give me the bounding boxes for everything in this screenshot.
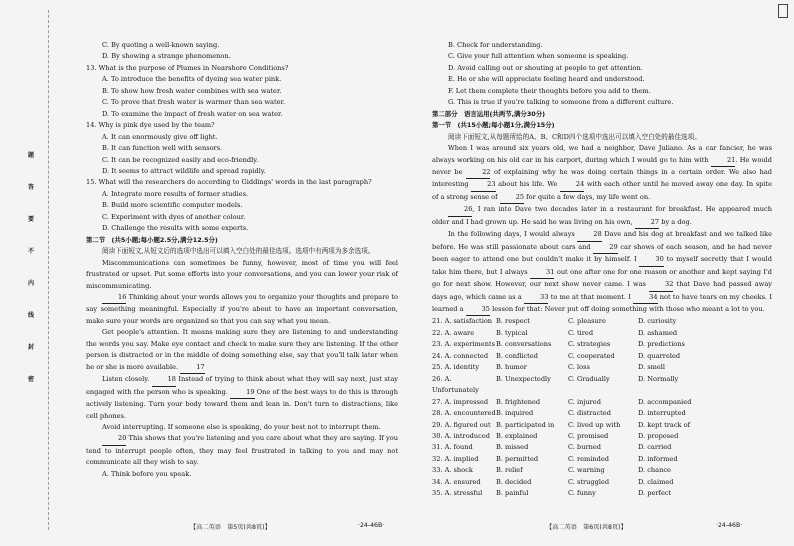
passage-paragraph	[432, 143, 772, 204]
choice-row	[432, 316, 772, 327]
choice-option: C. burned	[568, 443, 601, 452]
margin-char: 答	[27, 184, 34, 191]
choice-option: D. interrupted	[638, 409, 686, 418]
choice-option: 23. A. experiments	[432, 340, 495, 349]
choice-option: C. Gradually	[568, 374, 610, 383]
option: B. Build more scientific computer models.	[102, 201, 243, 210]
option: C. It can be recognized easily and eco-friendly.	[102, 155, 259, 164]
choice-option: C. lived up with	[568, 420, 621, 429]
choice-option: B. conversations	[496, 340, 552, 349]
choice-option: D. kept track of	[638, 420, 691, 429]
choice-row	[432, 477, 772, 488]
paragraph-text: When I was around six years old, we had a neighbor, Dave Juliano. As a car fancier, he was always working on his old car in his carport, during which I would go to him with	[432, 144, 772, 164]
choice-option: B. Unexpectedly	[496, 374, 551, 383]
paragraph-text: of explaining why he was doing certain things in a certain order. We also had interesting	[432, 167, 772, 189]
blank-29: 29	[593, 242, 617, 254]
paragraph-text: that Dave had passed away days ago, which came as a	[432, 280, 772, 301]
paragraph-text: This shows that you're listening and you care about what they are saying. If you tend to interrupt people often, they may feel frustrated in talking to you and may not communicate all they wish to say.	[86, 434, 398, 467]
choice-option: 28. A. encountered	[432, 409, 496, 418]
page-code: ·24-46B·	[716, 522, 743, 529]
option: F. Let them complete their thoughts before you add to them.	[448, 86, 651, 95]
choice-option: C. funny	[568, 489, 596, 498]
paragraph-text: Thinking about your words allows you to organize your thoughts and prepare to say something meaningful. Especially if you're about to have an important conversation, make sure your words are organized so that you can say what you mean.	[86, 292, 398, 325]
choice-option: C. loss	[568, 363, 590, 372]
choice-option: 24. A. connected	[432, 351, 489, 360]
choice-option: 31. A. found	[432, 443, 473, 452]
paragraph-text: , I ran into Dave two decades later in a restaurant for breakfast. He appeared much older and I had grown up. He said he was living on his own,	[432, 205, 772, 226]
question-15: 15. What will the researchers do according to Giddings' words in the last paragraph?	[86, 178, 372, 187]
passage-paragraph: Avoid interrupting. If someone else is speaking, do your best not to interrupt them.	[102, 422, 381, 431]
option: C. Give your full attention when someone is speaking.	[448, 52, 629, 61]
choice-option: B. frightened	[496, 397, 541, 406]
paragraph-text: for quite a few days, my life went on.	[524, 192, 651, 201]
choice-option: D. chance	[638, 466, 671, 475]
paragraph-text: car shows of each season, and he had never been eager to attend one but couldn't make it by himself. I	[432, 242, 772, 264]
blank-16: 16	[102, 292, 126, 304]
blank-28: 28	[577, 229, 601, 241]
blank-23: 23	[471, 179, 495, 191]
blank-27: 27	[635, 217, 659, 229]
choice-option: B. respect	[496, 317, 530, 326]
passage-paragraph	[86, 374, 398, 422]
paragraph-text: lesson for that: Never put off doing something with those who meant a lot to you.	[489, 304, 765, 313]
choice-option: D. accompanied	[638, 397, 692, 406]
question-13: 13. What is the purpose of Plumes in Nearshore Conditions?	[86, 63, 289, 72]
blank-31: 31	[530, 267, 554, 279]
option: D. By showing a strange phenomenon.	[102, 52, 231, 61]
paragraph-text: In the following days, I would always	[448, 230, 578, 239]
paragraph-text: to myself secretly that I would take him there, but I always	[432, 255, 773, 276]
choice-row	[432, 362, 772, 373]
choice-option: D. Normally	[638, 374, 679, 383]
blank-35: 35	[466, 304, 490, 316]
passage-paragraph	[432, 229, 772, 316]
right-page	[432, 40, 772, 500]
choice-row	[432, 374, 772, 397]
choice-option: 25. A. identity	[432, 363, 480, 372]
paragraph-text: Get people's attention. It means making sure they are listening to and understanding the words you say. Make eye contact and check to make sure they are listening. If the other person is distracted or in the middle of doing something else, say that you'll talk later when he or she is more available.	[86, 328, 398, 371]
choice-option: 26. A. Unfortunately	[432, 374, 479, 395]
section-instructions: 阅读下面短文,从短文后的选项中选出可以填入空白处的最佳选项。选项中有两项为多余选项。	[102, 247, 375, 256]
left-page	[86, 40, 398, 480]
paragraph-text: One of the best ways to do this is through actively listening. Turn your body toward them and lean in. Don't turn to distractions, like cell phones.	[86, 387, 398, 420]
choice-option: 35. A. stressful	[432, 489, 483, 498]
blank-30: 30	[639, 254, 663, 266]
choice-row	[432, 351, 772, 362]
choice-option: C. strategies	[568, 340, 611, 349]
choice-option: B. explained	[496, 431, 538, 440]
page-footer: 【高二英语 第5页(共8页)】	[190, 524, 271, 531]
choice-option: D. carried	[638, 443, 672, 452]
option: C. Experiment with dyes of another colour.	[102, 212, 246, 221]
choice-option: 27. A. impressed	[432, 397, 489, 406]
option: D. Avoid calling out or shouting at people to get attention.	[448, 63, 643, 72]
choice-row	[432, 465, 772, 476]
paragraph-text: Listen closely.	[102, 375, 150, 384]
option: B. To show how fresh water combines with sea water.	[102, 86, 282, 95]
option: A. Think before you speak.	[102, 469, 192, 478]
choice-option: D. proposed	[638, 431, 679, 440]
paragraph-text: not to have tears on my cheeks. I learned a	[432, 292, 772, 313]
choice-option: C. promised	[568, 431, 609, 440]
choice-row	[432, 431, 772, 442]
paragraph-text: by a dog.	[659, 217, 692, 226]
choice-option: D. curiosity	[638, 317, 677, 326]
page-footer: 【高二英语 第6页(共8页)】	[546, 524, 627, 531]
blank-21: 21	[711, 155, 735, 167]
choice-option: D. predictions	[638, 340, 685, 349]
passage-paragraph	[86, 433, 398, 468]
blank-22: 22	[466, 167, 490, 179]
option: C. To prove that fresh water is warmer than sea water.	[102, 98, 286, 107]
option: A. To introduce the benefits of dyeing sea water pink.	[102, 75, 282, 84]
choice-option: B. participated in	[496, 420, 555, 429]
choice-option: 32. A. implied	[432, 454, 479, 463]
margin-char: 封	[27, 344, 34, 351]
section-instructions: 阅读下面短文,从每题所给的A、B、C和D四个选项中选出可以填入空白处的最佳选项。	[448, 132, 701, 141]
choice-option: C. pleasure	[568, 317, 606, 326]
choice-option: D. smell	[638, 363, 665, 372]
part-title: 第二部分 语言运用(共两节,满分30分)	[432, 109, 546, 118]
choice-option: B. inquired	[496, 409, 534, 418]
choice-option: C. reminded	[568, 454, 610, 463]
blank-18: 18	[152, 374, 176, 386]
blank-17: 17	[180, 362, 204, 374]
passage-paragraph	[432, 204, 772, 229]
option: D. Challenge the results with some experts.	[102, 224, 249, 233]
paragraph-text: out one after one for one reason or another and kept saying I'd go for next show. However, our next show never came. I was	[432, 267, 773, 289]
choice-option: B. conflicted	[496, 351, 538, 360]
choice-option: D. informed	[638, 454, 678, 463]
choice-option: C. tired	[568, 328, 594, 337]
blank-32: 32	[649, 279, 673, 291]
choice-option: 21. A. satisfaction	[432, 317, 493, 326]
blank-25: 25	[500, 192, 524, 204]
option: G. This is true if you're talking to someone from a different culture.	[448, 98, 674, 107]
margin-char: 内	[27, 280, 34, 287]
margin-char: 要	[27, 216, 34, 223]
passage-paragraph: Miscommunications can sometimes be funny, however, most of time you will feel frustrated or upset. Put some efforts into your conversations, and you can lower your risk of miscommunicating.	[86, 258, 398, 290]
blank-20: 20	[102, 433, 126, 445]
option: A. Integrate more results of former studies.	[102, 189, 249, 198]
choice-row	[432, 488, 772, 499]
choice-option: B. missed	[496, 443, 529, 452]
choice-option: B. humor	[496, 363, 527, 372]
passage-paragraph	[86, 292, 398, 327]
choice-option: 34. A. ensured	[432, 477, 481, 486]
paragraph-text: with each other until he moved away one day. In spite of a strong sense of	[432, 180, 772, 201]
margin-char: 密	[27, 376, 34, 383]
blank-34: 34	[633, 292, 657, 304]
choice-option: B. painful	[496, 489, 529, 498]
choice-option: B. relief	[496, 466, 523, 475]
option: D. To examine the impact of fresh water on sea water.	[102, 109, 283, 118]
choice-option: B. permitted	[496, 454, 539, 463]
choice-option: C. injured	[568, 397, 601, 406]
paragraph-text: to me at that moment. I	[548, 292, 634, 301]
section-title: 第二节 (共5小题;每小题2.5分,满分12.5分)	[86, 235, 218, 244]
choice-option: D. perfect	[638, 489, 672, 498]
passage-paragraph	[86, 327, 398, 374]
choice-option: 29. A. figured out	[432, 420, 491, 429]
cut-line	[48, 10, 49, 530]
option: E. He or she will appreciate feeling heard and understood.	[448, 75, 645, 84]
option: A. It can enormously give off light.	[102, 132, 218, 141]
option: C. By quoting a well-known saying.	[102, 41, 220, 49]
choice-row	[432, 454, 772, 465]
choice-row	[432, 397, 772, 408]
paragraph-text: . He would never be	[432, 155, 772, 176]
choice-row	[432, 339, 772, 350]
page-code: ·24-46B·	[358, 522, 385, 529]
choice-option: C. struggled	[568, 477, 610, 486]
blank-33: 33	[524, 292, 548, 304]
choice-option: B. typical	[496, 328, 528, 337]
choice-option: C. cooperated	[568, 351, 615, 360]
blank-26: 26	[448, 204, 472, 216]
choice-option: C. warning	[568, 466, 605, 475]
choice-option: 22. A. aware	[432, 328, 475, 337]
choice-row	[432, 420, 772, 431]
blank-19: 19	[230, 387, 254, 399]
option: D. It seems to attract wildlife and spread rapidly.	[102, 166, 266, 175]
question-14: 14. Why is pink dye used by the team?	[86, 121, 215, 130]
choice-option: 33. A. shock	[432, 466, 473, 475]
paragraph-text: Instead of trying to think about what they will say next, just stay engaged with the person who is speaking.	[86, 375, 398, 396]
choice-option: D. ashamed	[638, 328, 678, 337]
choice-row	[432, 328, 772, 339]
corner-mark	[778, 4, 788, 18]
choice-row	[432, 442, 772, 453]
choice-option: C. distracted	[568, 409, 611, 418]
margin-char: 题	[27, 152, 34, 159]
option: B. Check for understanding.	[448, 41, 543, 49]
margin-char: 不	[27, 248, 34, 255]
blank-24: 24	[560, 179, 584, 191]
choice-option: D. quarreled	[638, 351, 681, 360]
margin-char: 线	[27, 312, 34, 319]
choice-row	[432, 408, 772, 419]
section-title: 第一节 (共15小题;每小题1分,满分15分)	[432, 121, 555, 130]
choice-option: D. claimed	[638, 477, 674, 486]
binding-margin	[22, 150, 40, 390]
paragraph-text: about his life. We	[495, 180, 560, 189]
choice-option: 30. A. introduced	[432, 431, 490, 440]
answer-choices	[432, 316, 772, 499]
choice-option: B. decided	[496, 477, 532, 486]
paragraph-text: Dave and his dog at breakfast and we talked like before. He was still passionate about cars and	[432, 230, 772, 251]
option: B. It can function well with sensors.	[102, 144, 223, 153]
